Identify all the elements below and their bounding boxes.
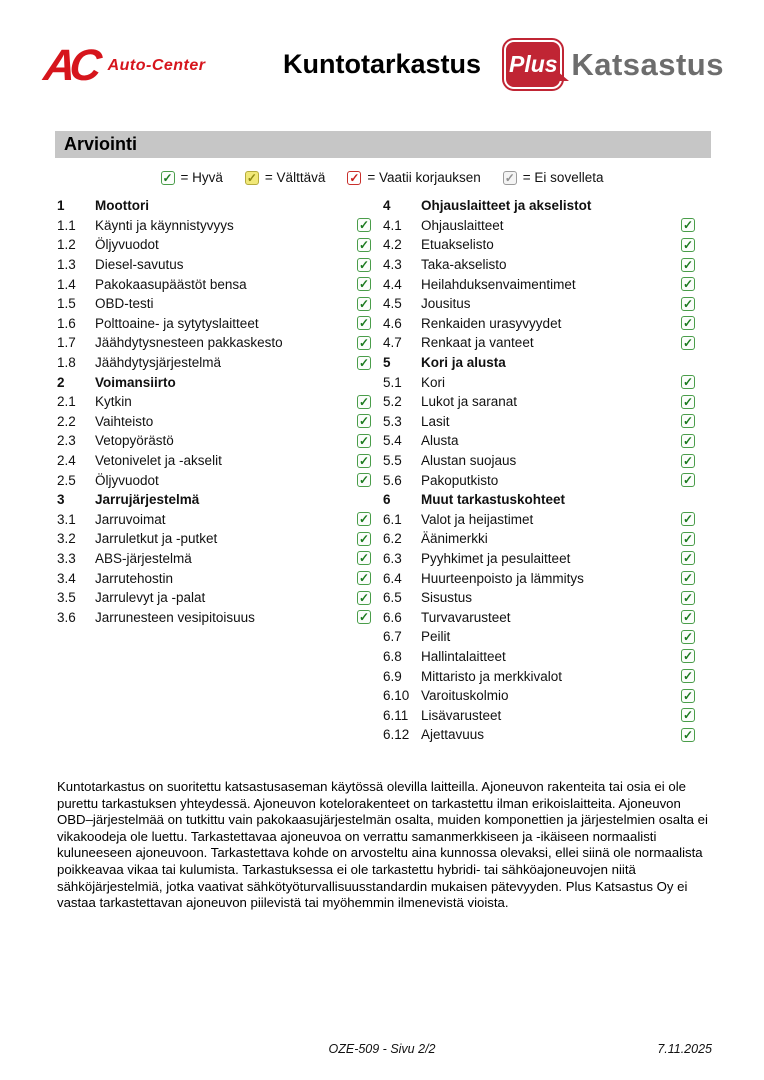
item-label: Ajettavuus — [421, 727, 485, 743]
status-checkbox-icon-good: ✓ — [682, 296, 694, 311]
item-number: 6.3 — [383, 550, 402, 566]
item-label: Lisävarusteet — [421, 707, 502, 723]
item-label: Öljyvuodot — [95, 237, 159, 253]
status-slot — [680, 277, 695, 291]
status-checkbox-icon-good: ✓ — [682, 316, 694, 331]
item-row-4.6 — [383, 314, 695, 334]
status-slot — [680, 591, 695, 605]
status-legend — [0, 170, 764, 185]
status-checkbox-icon-good: ✓ — [358, 433, 370, 448]
status-slot — [680, 473, 695, 487]
item-number: 6.6 — [383, 609, 402, 625]
item-number: 6 — [383, 492, 391, 508]
item-row-5.2 — [383, 392, 695, 412]
item-label: Pakoputkisto — [421, 472, 499, 488]
section-row-5 — [383, 353, 695, 373]
item-number: 3.5 — [57, 590, 76, 606]
item-label: Sisustus — [421, 590, 473, 606]
status-checkbox-icon-good: ✓ — [358, 335, 370, 350]
status-checkbox-icon-good: ✓ — [358, 414, 370, 429]
item-number: 6.9 — [383, 668, 402, 684]
item-label: Lasit — [421, 413, 450, 429]
item-row-6.7 — [383, 627, 695, 647]
item-number: 3.4 — [57, 570, 76, 586]
status-slot — [680, 708, 695, 722]
auto-center-logo-mark: AC — [41, 41, 99, 90]
status-checkbox-icon-good: ✓ — [682, 708, 694, 723]
status-slot — [356, 610, 371, 624]
item-number: 5.4 — [383, 433, 402, 449]
page-footer — [0, 1042, 764, 1062]
status-checkbox-icon-good: ✓ — [682, 433, 694, 448]
item-number: 6.12 — [383, 727, 410, 743]
status-checkbox-icon-good: ✓ — [358, 571, 370, 586]
status-slot — [680, 512, 695, 526]
status-slot — [356, 571, 371, 585]
item-label: OBD-testi — [95, 296, 154, 312]
item-row-5.3 — [383, 412, 695, 432]
item-row-5.1 — [383, 372, 695, 392]
status-checkbox-icon-good: ✓ — [682, 237, 694, 252]
status-slot — [356, 356, 371, 370]
status-slot — [680, 728, 695, 742]
status-slot — [356, 454, 371, 468]
item-label: Käynti ja käynnistyvyys — [95, 217, 234, 233]
item-label: Heilahduksenvaimentimet — [421, 276, 576, 292]
legend-item-na — [503, 170, 604, 185]
item-row-4.7 — [383, 333, 695, 353]
status-slot — [356, 551, 371, 565]
item-number: 1.5 — [57, 296, 76, 312]
status-checkbox-icon-good: ✓ — [358, 590, 370, 605]
legend-label-repair: = Vaatii korjauksen — [367, 170, 481, 185]
item-row-3.5 — [57, 588, 371, 608]
item-number: 4.4 — [383, 276, 402, 292]
item-row-2.5 — [57, 470, 371, 490]
item-label: Renkaat ja vanteet — [421, 335, 534, 351]
status-checkbox-icon-good: ✓ — [358, 551, 370, 566]
item-number: 3.3 — [57, 550, 76, 566]
status-checkbox-icon-good: ✓ — [682, 531, 694, 546]
item-row-6.2 — [383, 529, 695, 549]
status-slot — [680, 258, 695, 272]
item-label: Alustan suojaus — [421, 453, 517, 469]
item-number: 2.3 — [57, 433, 76, 449]
status-slot — [356, 591, 371, 605]
report-header — [0, 0, 764, 110]
disclaimer-text: Kuntotarkastus on suoritettu katsastusaseman käytössä olevilla laitteilla. Ajoneuvon rakenteita tai osia ei ole purettu tarkastuksen yhteydessä. Ajoneuvon kotelorakenteet on tarkastettu ilman erikoislaitteita. Ajoneuvon OBD–järjestelmää on tutkittu vain pakokaasujärjestelmän osalta, muiden komponettien ja järjestelmien osalta ei vikakoodeja ole luettu. Tarkastettavaa ajoneuvoa on verrattu samanmerkkiseen ja -ikäiseen normaalisti kuluneeseen ajoneuvoon. Tarkastettava kohde on arvosteltu aina kunnossa olevaksi, ellei siinä ole normaalista poikkeavaa vikaa tai kulumista. Tarkastuksessa ei ole tarkastettu hybridi- tai sähköajoneuvojen niitä sähköjärjestelmiä, jotka vaativat sähkötyöturvallisuusstandardin mukaisen pätevyyden. Plus Katsastus Oy ei vastaa tarkastettavan ajoneuvon piilevistä tai myöhemmin ilmenevistä vioista. — [57, 779, 708, 911]
checklist-column-right — [383, 196, 695, 745]
item-number: 4.7 — [383, 335, 402, 351]
status-slot — [680, 454, 695, 468]
item-row-6.5 — [383, 588, 695, 608]
item-label: Jarruletkut ja -putket — [95, 531, 218, 547]
section-header-arviointi: Arviointi — [55, 131, 711, 158]
plus-katsastus-logo — [504, 40, 724, 89]
status-checkbox-icon-good: ✓ — [358, 394, 370, 409]
status-slot — [680, 689, 695, 703]
report-date: 7.11.2025 — [657, 1042, 712, 1056]
item-row-2.4 — [57, 451, 371, 471]
plus-badge-text: Plus — [509, 51, 558, 77]
item-row-2.3 — [57, 431, 371, 451]
item-row-3.6 — [57, 607, 371, 627]
section-row-3 — [57, 490, 371, 510]
status-slot — [680, 238, 695, 252]
status-checkbox-icon-good: ✓ — [358, 531, 370, 546]
legend-label-good: = Hyvä — [180, 170, 223, 185]
speech-bubble-tail-icon — [557, 71, 569, 81]
item-number: 1.4 — [57, 276, 76, 292]
item-number: 5.3 — [383, 413, 402, 429]
item-label: Turvavarusteet — [421, 609, 511, 625]
item-label: Kori — [421, 374, 446, 390]
section-row-6 — [383, 490, 695, 510]
item-number: 4 — [383, 198, 391, 214]
section-row-2 — [57, 372, 371, 392]
item-label: Varoituskolmio — [421, 688, 509, 704]
status-checkbox-icon-good: ✓ — [682, 394, 694, 409]
item-number: 4.1 — [383, 217, 402, 233]
status-checkbox-icon-good: ✓ — [682, 571, 694, 586]
item-row-1.2 — [57, 235, 371, 255]
status-slot — [680, 395, 695, 409]
item-number: 6.7 — [383, 629, 402, 645]
item-label: Hallintalaitteet — [421, 648, 506, 664]
item-number: 1.2 — [57, 237, 76, 253]
status-checkbox-icon-good: ✓ — [682, 669, 694, 684]
item-number: 4.5 — [383, 296, 402, 312]
status-slot — [680, 297, 695, 311]
status-checkbox-icon-good: ✓ — [682, 257, 694, 272]
item-number: 3.2 — [57, 531, 76, 547]
item-row-4.3 — [383, 255, 695, 275]
item-label: Äänimerkki — [421, 531, 488, 547]
status-slot — [680, 610, 695, 624]
item-row-1.1 — [57, 216, 371, 236]
katsastus-logo-text: Katsastus — [571, 46, 724, 82]
status-checkbox-icon-good: ✓ — [682, 473, 694, 488]
item-label: Jarrutehostin — [95, 570, 174, 586]
item-label: Pakokaasupäästöt bensa — [95, 276, 247, 292]
item-label: Jarrulevyt ja -palat — [95, 590, 206, 606]
legend-item-fair — [245, 170, 325, 185]
item-number: 3.6 — [57, 609, 76, 625]
item-number: 6.8 — [383, 648, 402, 664]
status-slot — [356, 258, 371, 272]
legend-item-good — [161, 170, 223, 185]
status-checkbox-icon-good: ✓ — [358, 453, 370, 468]
item-row-6.1 — [383, 510, 695, 530]
item-number: 5 — [383, 355, 391, 371]
item-label: Moottori — [95, 198, 149, 214]
item-number: 1.7 — [57, 335, 76, 351]
status-checkbox-icon-good: ✓ — [682, 414, 694, 429]
item-number: 1.3 — [57, 257, 76, 273]
item-row-1.4 — [57, 274, 371, 294]
status-checkbox-icon-good: ✓ — [358, 512, 370, 527]
item-row-6.12 — [383, 725, 695, 745]
registration-and-page-number: OZE-509 - Sivu 2/2 — [328, 1042, 436, 1056]
status-slot — [356, 434, 371, 448]
item-label: Jäähdytysnesteen pakkaskesto — [95, 335, 283, 351]
item-row-6.8 — [383, 647, 695, 667]
item-label: Öljyvuodot — [95, 472, 159, 488]
status-slot — [356, 414, 371, 428]
item-label: Ohjauslaitteet ja akselistot — [421, 198, 592, 214]
status-checkbox-icon-good: ✓ — [682, 688, 694, 703]
item-number: 2.1 — [57, 394, 76, 410]
item-number: 4.3 — [383, 257, 402, 273]
status-checkbox-icon-fair: ✓ — [246, 170, 257, 185]
item-label: ABS-järjestelmä — [95, 550, 192, 566]
status-checkbox-icon-good: ✓ — [358, 237, 370, 252]
item-row-4.4 — [383, 274, 695, 294]
item-label: Muut tarkastuskohteet — [421, 492, 566, 508]
status-slot — [356, 512, 371, 526]
item-number: 5.5 — [383, 453, 402, 469]
status-slot — [680, 571, 695, 585]
status-checkbox-icon-good: ✓ — [682, 629, 694, 644]
status-checkbox-icon-good: ✓ — [682, 610, 694, 625]
status-slot — [356, 218, 371, 232]
item-number: 2 — [57, 374, 65, 390]
item-label: Polttoaine- ja sytytyslaitteet — [95, 315, 259, 331]
item-label: Jarrunesteen vesipitoisuus — [95, 609, 255, 625]
status-checkbox-icon-good: ✓ — [358, 218, 370, 233]
status-slot — [680, 336, 695, 350]
item-label: Jarruvoimat — [95, 511, 166, 527]
status-slot — [680, 649, 695, 663]
item-label: Diesel-savutus — [95, 257, 184, 273]
item-row-3.2 — [57, 529, 371, 549]
item-row-1.5 — [57, 294, 371, 314]
item-label: Pyyhkimet ja pesulaitteet — [421, 550, 571, 566]
item-row-2.1 — [57, 392, 371, 412]
item-number: 2.5 — [57, 472, 76, 488]
item-number: 2.4 — [57, 453, 76, 469]
item-row-4.5 — [383, 294, 695, 314]
item-row-6.11 — [383, 705, 695, 725]
status-checkbox-icon-good: ✓ — [358, 610, 370, 625]
item-row-3.1 — [57, 510, 371, 530]
item-number: 6.11 — [383, 707, 409, 723]
item-row-1.7 — [57, 333, 371, 353]
item-label: Vaihteisto — [95, 413, 154, 429]
status-checkbox-icon-good: ✓ — [682, 590, 694, 605]
section-row-1 — [57, 196, 371, 216]
plus-badge-icon — [504, 40, 562, 89]
status-checkbox-icon-good: ✓ — [682, 551, 694, 566]
status-checkbox-icon-good: ✓ — [162, 170, 173, 185]
status-checkbox-icon-good: ✓ — [358, 355, 370, 370]
status-slot — [680, 316, 695, 330]
inspection-checklist — [57, 196, 695, 745]
item-label: Vetopyörästö — [95, 433, 174, 449]
item-label: Peilit — [421, 629, 451, 645]
status-slot — [356, 532, 371, 546]
status-slot — [356, 473, 371, 487]
item-label: Voimansiirto — [95, 374, 176, 390]
item-row-6.3 — [383, 549, 695, 569]
item-number: 4.6 — [383, 315, 402, 331]
status-slot — [356, 336, 371, 350]
page-title: Kuntotarkastus — [282, 49, 482, 79]
status-checkbox-icon-good: ✓ — [358, 316, 370, 331]
status-checkbox-icon-na: ✓ — [504, 170, 515, 185]
status-checkbox-icon-good: ✓ — [682, 512, 694, 527]
checklist-column-left — [57, 196, 371, 745]
item-label: Vetonivelet ja -akselit — [95, 453, 222, 469]
item-label: Alusta — [421, 433, 459, 449]
item-label: Jarrujärjestelmä — [95, 492, 200, 508]
status-slot — [356, 238, 371, 252]
status-slot — [356, 395, 371, 409]
item-number: 1 — [57, 198, 65, 214]
item-number: 4.2 — [383, 237, 402, 253]
item-label: Valot ja heijastimet — [421, 511, 534, 527]
legend-item-repair — [347, 170, 480, 185]
status-checkbox-icon-repair: ✓ — [349, 170, 360, 185]
item-number: 5.2 — [383, 394, 402, 410]
legend-label-fair: = Välttävä — [264, 170, 326, 185]
status-slot — [680, 532, 695, 546]
status-checkbox-icon-good: ✓ — [358, 257, 370, 272]
item-row-6.10 — [383, 686, 695, 706]
item-row-4.2 — [383, 235, 695, 255]
item-row-6.9 — [383, 666, 695, 686]
status-checkbox-icon-good: ✓ — [682, 277, 694, 292]
item-number: 6.1 — [383, 511, 402, 527]
item-number: 1.6 — [57, 315, 76, 331]
item-number: 3 — [57, 492, 65, 508]
legend-label-na: = Ei sovelleta — [522, 170, 604, 185]
status-checkbox-icon-good: ✓ — [682, 335, 694, 350]
status-slot — [680, 551, 695, 565]
item-label: Etuakselisto — [421, 237, 494, 253]
status-slot — [680, 375, 695, 389]
status-slot — [680, 218, 695, 232]
item-label: Lukot ja saranat — [421, 394, 518, 410]
status-slot — [356, 316, 371, 330]
status-checkbox-icon-good: ✓ — [682, 649, 694, 664]
item-row-3.4 — [57, 568, 371, 588]
status-slot — [356, 277, 371, 291]
auto-center-logo-text: Auto-Center — [107, 57, 206, 74]
item-label: Kori ja alusta — [421, 355, 506, 371]
item-number: 6.5 — [383, 590, 402, 606]
status-checkbox-icon-good: ✓ — [358, 296, 370, 311]
item-number: 5.6 — [383, 472, 402, 488]
item-row-4.1 — [383, 216, 695, 236]
item-label: Jousitus — [421, 296, 471, 312]
item-number: 2.2 — [57, 413, 76, 429]
item-number: 5.1 — [383, 374, 402, 390]
section-row-4 — [383, 196, 695, 216]
status-checkbox-icon-good: ✓ — [358, 277, 370, 292]
status-checkbox-icon-good: ✓ — [682, 453, 694, 468]
status-checkbox-icon-good: ✓ — [682, 218, 694, 233]
item-row-5.4 — [383, 431, 695, 451]
item-number: 1.1 — [57, 217, 76, 233]
status-slot — [680, 434, 695, 448]
status-checkbox-icon-good: ✓ — [682, 375, 694, 390]
item-label: Jäähdytysjärjestelmä — [95, 355, 222, 371]
item-row-1.6 — [57, 314, 371, 334]
item-number: 6.10 — [383, 688, 410, 704]
item-label: Kytkin — [95, 394, 132, 410]
item-row-3.3 — [57, 549, 371, 569]
item-label: Mittaristo ja merkkivalot — [421, 668, 563, 684]
item-number: 6.2 — [383, 531, 402, 547]
status-checkbox-icon-good: ✓ — [358, 473, 370, 488]
item-number: 3.1 — [57, 511, 76, 527]
item-row-2.2 — [57, 412, 371, 432]
status-slot — [680, 414, 695, 428]
status-slot — [680, 669, 695, 683]
status-slot — [680, 630, 695, 644]
item-row-6.6 — [383, 607, 695, 627]
item-label: Ohjauslaitteet — [421, 217, 504, 233]
item-row-5.6 — [383, 470, 695, 490]
item-number: 1.8 — [57, 355, 76, 371]
item-number: 6.4 — [383, 570, 402, 586]
item-label: Renkaiden urasyvyydet — [421, 315, 562, 331]
status-checkbox-icon-good: ✓ — [682, 727, 694, 742]
item-label: Huurteenpoisto ja lämmitys — [421, 570, 584, 586]
item-row-5.5 — [383, 451, 695, 471]
item-row-1.3 — [57, 255, 371, 275]
item-row-1.8 — [57, 353, 371, 373]
status-slot — [356, 297, 371, 311]
item-row-6.4 — [383, 568, 695, 588]
item-label: Taka-akselisto — [421, 257, 507, 273]
